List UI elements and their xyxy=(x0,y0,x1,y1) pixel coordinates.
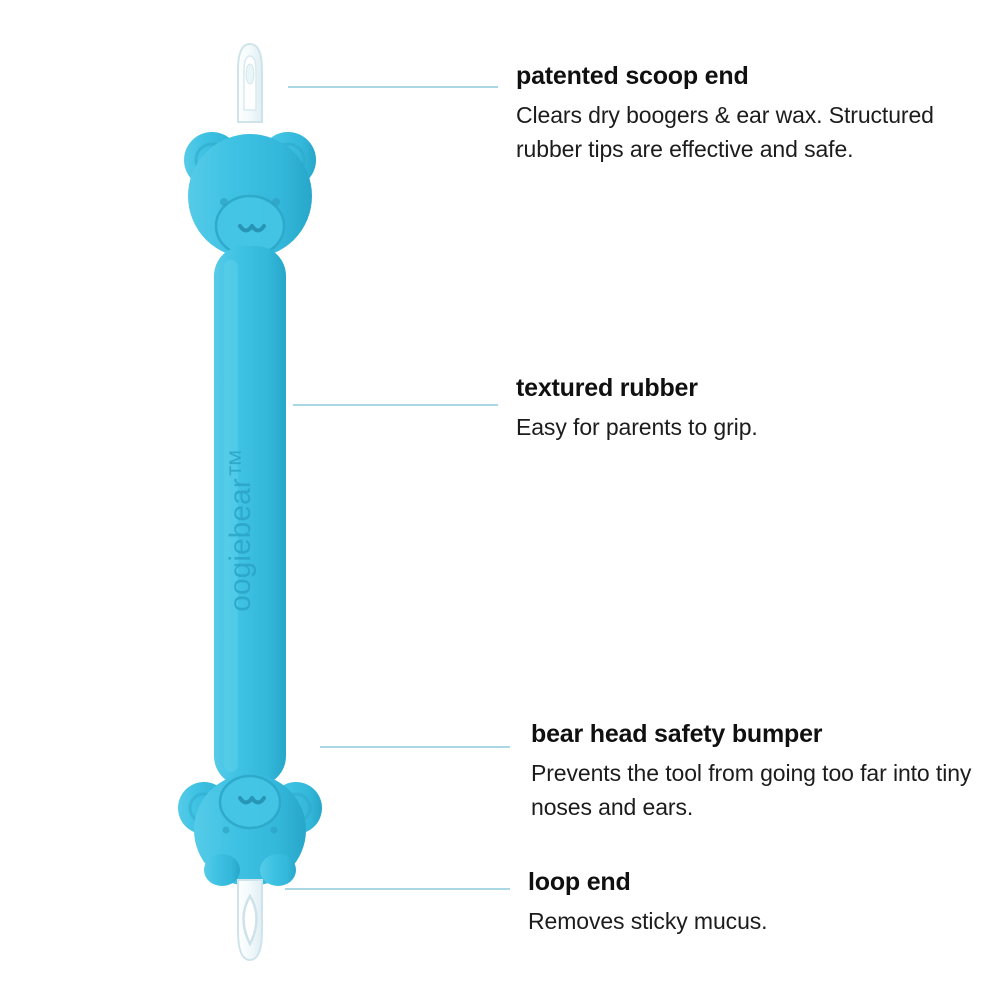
product-illustration xyxy=(150,30,350,970)
leader-line-scoop-end xyxy=(288,86,498,88)
svg-text:oogiebear™: oogiebear™ xyxy=(224,448,257,612)
callout-textured-rubber xyxy=(516,374,986,444)
callout-loop-end xyxy=(528,868,998,938)
callout-title: patented scoop end xyxy=(516,62,749,90)
textured-rubber-handle xyxy=(214,246,286,786)
scoop-end-shape xyxy=(238,44,262,122)
callout-body: Prevents the tool from going too far into tiny noses and ears. xyxy=(531,759,972,821)
callout-title: bear head safety bumper xyxy=(531,720,823,748)
callout-body: Removes sticky mucus. xyxy=(528,907,768,934)
callout-bear-head-safety-bumper xyxy=(531,720,1000,825)
callout-body: Clears dry boogers & ear wax. Structured rubber tips are effective and safe. xyxy=(516,101,934,163)
callout-title: loop end xyxy=(528,868,631,896)
leader-line-loop-end xyxy=(285,888,510,890)
callout-body: Easy for parents to grip. xyxy=(516,413,758,440)
leader-line-textured-rubber xyxy=(293,404,498,406)
callout-patented-scoop-end xyxy=(516,62,986,167)
loop-end-shape xyxy=(238,880,262,960)
top-bear-head xyxy=(184,132,316,258)
callout-title: textured rubber xyxy=(516,374,698,402)
leader-line-safety-bumper xyxy=(320,746,510,748)
bottom-bear-head-bumper xyxy=(178,774,322,886)
